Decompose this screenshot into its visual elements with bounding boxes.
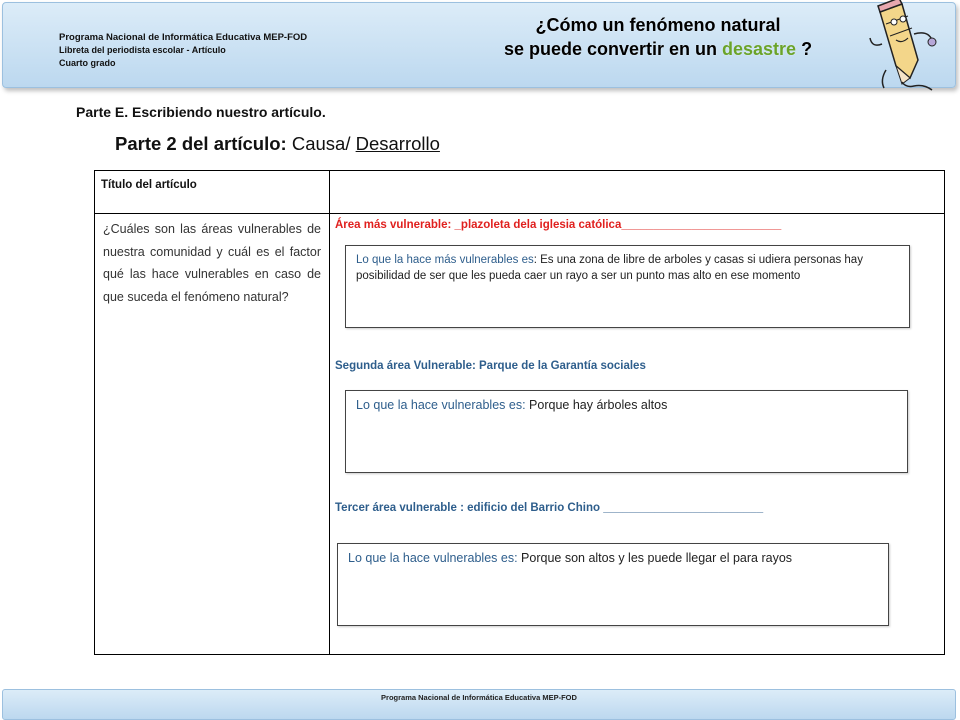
footer-text: Programa Nacional de Informática Educativa MEP-FOD <box>381 693 577 702</box>
title-label: Título del artículo <box>101 179 197 191</box>
title-line-1: ¿Cómo un fenómeno natural <box>535 15 781 35</box>
title-line-2-start: se puede convertir en un <box>503 39 722 59</box>
column-divider <box>329 171 330 654</box>
area-3-label: Tercer área vulnerable : edificio del Barrio Chino _________________________ <box>335 502 764 514</box>
area-1-reason-box[interactable] <box>345 245 910 328</box>
area-3-reason-text: Porque son altos y les puede llegar el para rayos <box>517 551 793 565</box>
title-line-2 <box>448 37 868 61</box>
grade-label: Cuarto grado <box>59 58 116 68</box>
area-1-label: Área más vulnerable: _plazoleta dela iglesia católica_________________________ <box>335 219 782 231</box>
area-1-reason-text: : Es una zona de libre de arboles y casas si udiera personas hay posibilidad de ser que les pueda caer un rayo a ser un punto mas alto en ese momento <box>356 254 863 282</box>
notebook-name: Libreta del periodista escolar - Artículo <box>59 45 226 55</box>
area-2-reason-text: Porque hay árboles altos <box>525 398 668 412</box>
area-3-reason-prefix: Lo que la hace vulnerables es: <box>348 551 518 565</box>
part-development: Desarrollo <box>355 133 440 154</box>
question-text: ¿Cuáles son las áreas vulnerables de nuestra comunidad y cuál es el factor qué las hace vulnerables en caso de que suceda el fenómeno natural? <box>103 222 321 304</box>
part-label: Parte 2 del artículo: <box>115 133 287 154</box>
pencil-character-icon <box>866 0 950 95</box>
area-2-label: Segunda área Vulnerable: Parque de la Garantía sociales <box>335 360 646 372</box>
area-2-reason-box[interactable] <box>345 390 908 473</box>
row-divider <box>95 213 944 214</box>
area-3-reason-box[interactable] <box>337 543 889 626</box>
footer-bar <box>2 689 956 720</box>
page-title <box>448 13 868 61</box>
area-2-reason-prefix: Lo que la hace vulnerables es: <box>356 398 526 412</box>
part-cause: Causa/ <box>286 133 356 154</box>
title-field[interactable] <box>335 177 935 207</box>
title-line-2-end: ? <box>796 39 813 59</box>
header-banner <box>2 2 956 88</box>
area-1-reason-prefix: Lo que la hace más vulnerables es <box>356 254 534 266</box>
program-info <box>59 31 307 70</box>
article-part-heading <box>115 133 440 155</box>
program-name: Programa Nacional de Informática Educativa MEP-FOD <box>59 32 308 43</box>
article-table <box>94 170 945 655</box>
section-heading: Parte E. Escribiendo nuestro artículo. <box>76 104 326 120</box>
title-keyword: desastre <box>722 39 797 59</box>
